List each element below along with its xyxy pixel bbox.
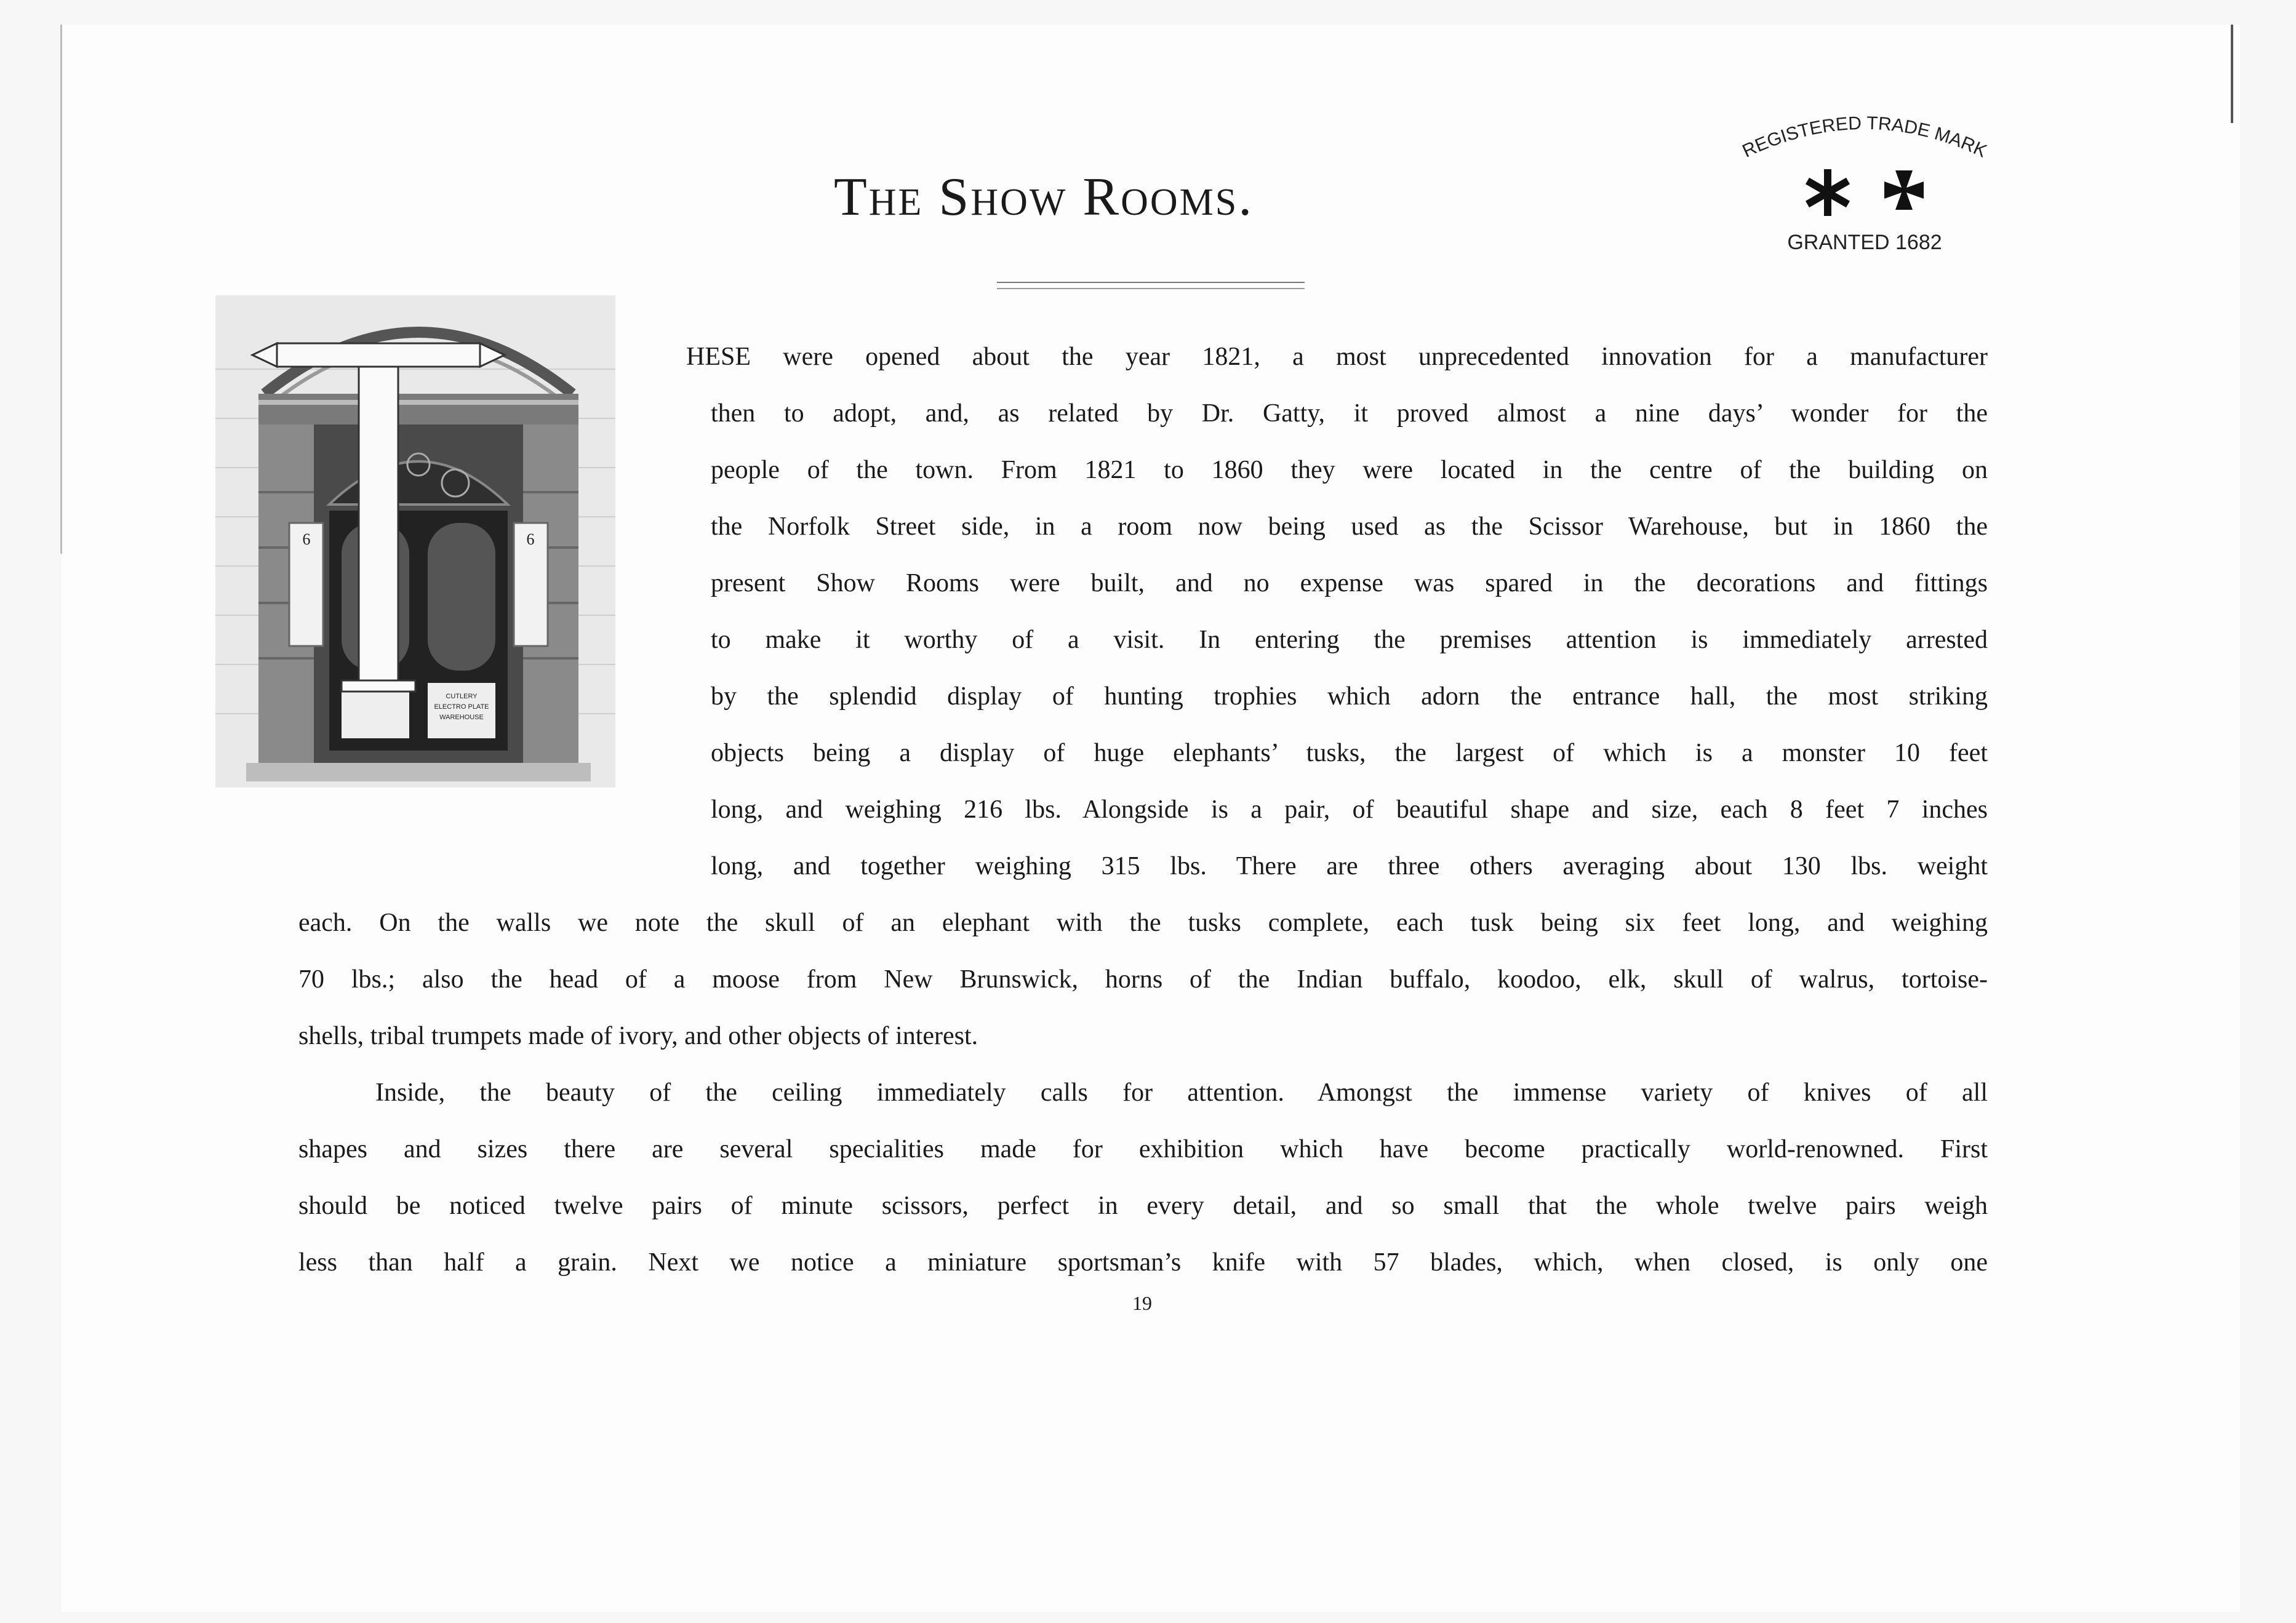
body-line-9: long, and weighing 216 lbs. Alongside is a pair, of beautiful shape and size, each 8 feet 7 inches <box>711 796 1988 824</box>
body-line-16: should be noticed twelve pairs of minute scissors, perfect in every detail, and so small that the whole twelve pairs weigh <box>298 1192 1988 1220</box>
page-edge-right <box>2231 25 2233 123</box>
body-line-7: by the splendid display of hunting trophies which adorn the entrance hall, the most striking <box>711 682 1988 711</box>
cross-pattee-icon <box>1884 170 1924 210</box>
body-line-12: 70 lbs.; also the head of a moose from New Brunswick, horns of the Indian buffalo, koodoo, elk, skull of walrus, tortoise- <box>298 965 1988 994</box>
registered-trade-mark <box>1711 102 2018 261</box>
page-number: 19 <box>1132 1292 1152 1314</box>
body-line-5: present Show Rooms were built, and no expense was spared in the decorations and fittings <box>711 569 1988 597</box>
body-line-2: then to adopt, and, as related by Dr. Gatty, it proved almost a nine days’ wonder for the <box>711 399 1988 428</box>
body-line-6: to make it worthy of a visit. In entering the premises attention is immediately arrested <box>711 626 1988 654</box>
door-sign-line-3: WAREHOUSE <box>439 714 484 721</box>
title-rule <box>997 282 1305 289</box>
door-number-right: 6 <box>526 530 535 548</box>
body-line-13: shells, tribal trumpets made of ivory, and other objects of interest. <box>298 1022 978 1050</box>
body-line-15: shapes and sizes there are several specialities made for exhibition which have become practically world-renowned. First <box>298 1135 1988 1163</box>
doorway-illustration <box>197 271 640 812</box>
body-line-3: people of the town. From 1821 to 1860 they were located in the centre of the building on <box>711 456 1988 484</box>
body-line-10: long, and together weighing 315 lbs. There are three others averaging about 130 lbs. weight <box>711 852 1988 880</box>
body-line-1: HESE were opened about the year 1821, a most unprecedented innovation for a manufacturer <box>686 343 1988 371</box>
body-line-8: objects being a display of huge elephants’ tusks, the largest of which is a monster 10 feet <box>711 739 1988 767</box>
door-sign-line-1: CUTLERY <box>446 693 478 700</box>
page-edge-left <box>60 25 62 554</box>
body-line-4: the Norfolk Street side, in a room now being used as the Scissor Warehouse, but in 1860 the <box>711 512 1988 541</box>
trademark-arc-text: REGISTERED TRADE MARK <box>1739 113 1990 162</box>
body-line-14: Inside, the beauty of the ceiling immediately calls for attention. Amongst the immense variety of knives of all <box>375 1079 1988 1107</box>
trademark-granted: GRANTED 1682 <box>1787 231 1942 254</box>
door-number-left: 6 <box>302 530 311 548</box>
body-line-17: less than half a grain. Next we notice a miniature sportsman’s knife with 57 blades, which, when closed, is only one <box>298 1248 1988 1277</box>
door-sign-line-2: ELECTRO PLATE <box>434 703 489 711</box>
asterisk-icon <box>1807 169 1848 216</box>
page-title: The Show Rooms. <box>834 167 1254 227</box>
body-line-11: each. On the walls we note the skull of an elephant with the tusks complete, each tusk being six feet long, and weighing <box>298 909 1988 937</box>
